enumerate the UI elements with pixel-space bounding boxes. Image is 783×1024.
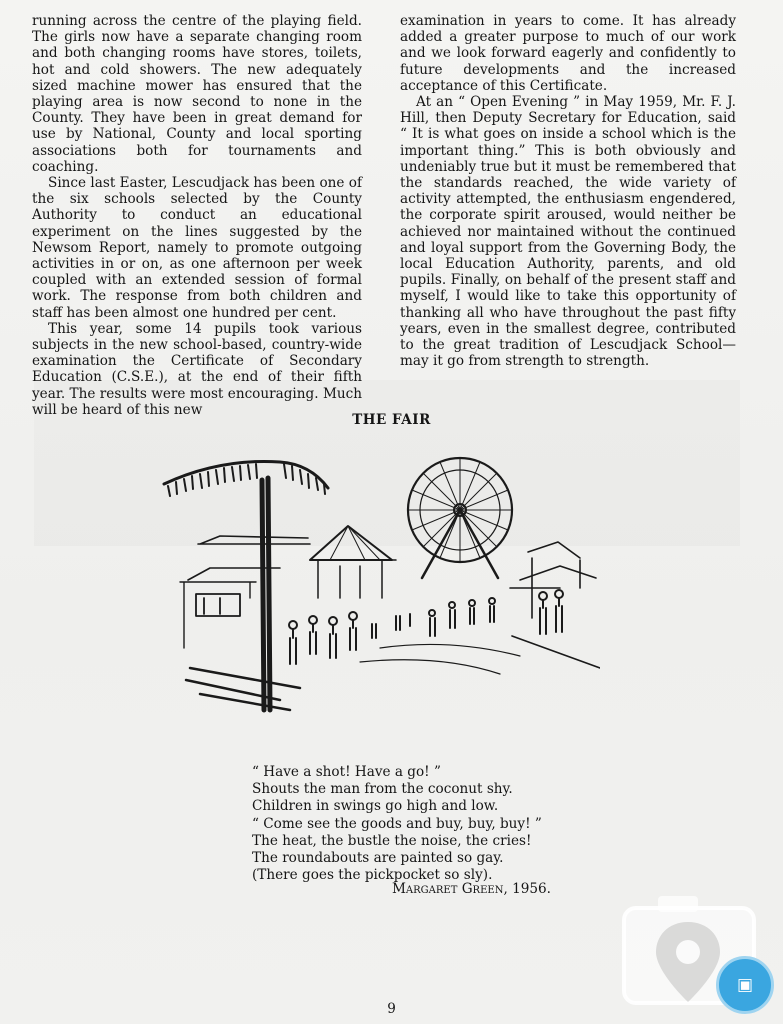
- poem: [252, 764, 572, 884]
- paragraph: running across the centre of the playing field. The girls now have a separate changing room and both changing rooms have stores, toilets, hot and cold showers. The new adequately sized machine mower has ensured that the playing area is now second to none in the County. They have been in great demand for use by National, County and local sporting associations both for tournaments and coaching.: [32, 13, 362, 175]
- paragraph: Since last Easter, Lescudjack has been one of the six schools selected by the County Authority to conduct an educational experiment on the lines suggested by the Newsom Report, namely to promote outgoing activities in or on, as one afternoon per week coupled with an extended session of formal work. The response from both children and staff has been almost one hundred per cent.: [32, 175, 362, 321]
- fair-sketch-icon: [160, 448, 600, 718]
- page-number: 9: [387, 1001, 396, 1017]
- paragraph: examination in years to come. It has already added a greater purpose to much of our work and we look forward eagerly and confidently to future developments and the increased acceptance of this Certificate.: [400, 13, 736, 94]
- paragraph: This year, some 14 pupils took various subjects in the new school-based, country-wide examination the Certificate of Secondary Education (C.S.E.), at the end of their fifth year. The results were most encouraging. Much will be heard of this new: [32, 320, 362, 418]
- camera-badge-icon[interactable]: ▣: [716, 956, 774, 1014]
- left-column: [32, 13, 362, 418]
- poem-line: “ Come see the goods and buy, buy, buy! ”: [252, 815, 542, 832]
- poem-byline: Margaret Green, 1956.: [392, 881, 551, 897]
- paragraph: At an “ Open Evening ” in May 1959, Mr. F. J. Hill, then Deputy Secretary for Education, said “ It is what goes on inside a school which is the important thing.” This is both obviously and undeniably true but it must be remembered that the standards reached, the wide variety of activity attempted, the enthusiasm engendered, the corporate spirit aroused, would neither be achieved nor maintained without the continued and loyal support from the Governing Body, the local Education Authority, parents, and old pupils. Finally, on behalf of the present staff and myself, I would like to take this opportunity of thanking all who have throughout the past fifty years, even in the smallest degree, contributed to the great tradition of Lescudjack School—may it go from strength to strength.: [400, 94, 736, 370]
- poem-line: The roundabouts are painted so gay.: [252, 850, 504, 867]
- poem-line: Shouts the man from the coconut shy.: [252, 781, 513, 798]
- poem-title: THE FAIR: [352, 412, 431, 428]
- right-column: [400, 13, 736, 369]
- poem-line: “ Have a shot! Have a go! ”: [252, 764, 441, 780]
- poem-line: Children in swings go high and low.: [252, 798, 499, 815]
- poem-line: The heat, the bustle the noise, the cries!: [252, 832, 532, 849]
- poem-line: (There goes the pickpocket so sly).: [252, 867, 493, 884]
